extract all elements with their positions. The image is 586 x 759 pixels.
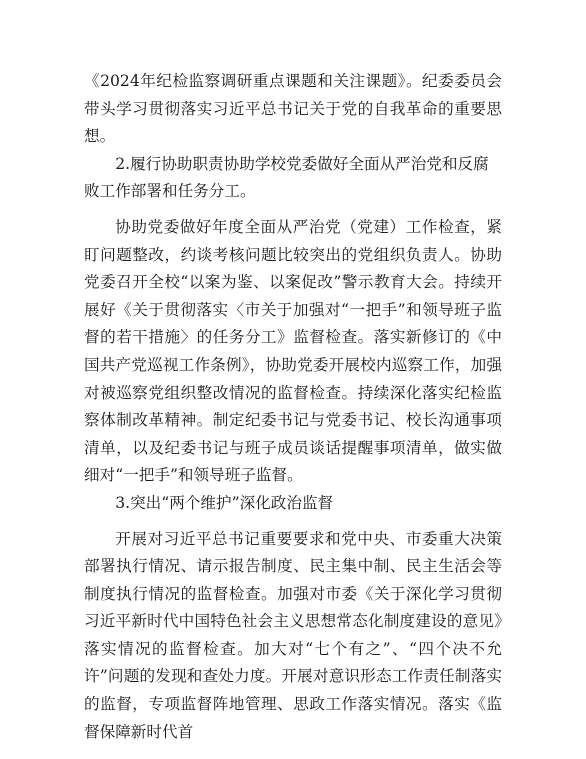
paragraph-section-2: 协助党委做好年度全面从严治党（党建）工作检查，紧盯问题整改，约谈考核问题比较突出的党组织负责人。协助党委召开全校“以案为鉴、以案促改”警示教育大会。持续开展好《关于贯彻落实〈市关于加强对“一把手”和领导班子监督的若干措施〉的任务分工》监督检查。落实新修订的《中国共产党巡视工作条例》，协助党委开展校内巡察工作，加强对被巡察党组织整改情况的监督检查。持续深化落实纪检监察体制改革精神。制定纪委书记与党委书记、校长沟通事项清单，以及纪委书记与班子成员谈话提醒事项清单，做实做细对“一把手”和领导班子监督。 [84,217,502,485]
paragraph-section-3: 开展对习近平总书记重要要求和党中央、市委重大决策部署执行情况、请示报告制度、民主集中制、民主生活会等制度执行情况的监督检查。加强对市委《关于深化学习贯彻习近平新时代中国特色社会主义思想常态化制度建设的意见》落实情况的监督检查。加大对“七个有之”、“四个决不允许”问题的发现和查处力度。开展对意识形态工作责任制落实的监督，专项监督阵地管理、思政工作落实情况。落实《监督保障新时代首 [84,529,502,741]
section-heading-3: 3.突出“两个维护”深化政治监督 [115,493,334,512]
section-heading-2: 2.履行协助职责协助学校党委做好全面从严治党和反腐败工作部署和任务分工。 [84,154,489,201]
document-page [84,68,502,746]
paragraph-intro: 《2024年纪检监察调研重点课题和关注课题》。纪委委员会带头学习贯彻落实习近平总书记关于党的自我革命的重要思想。 [84,72,502,146]
